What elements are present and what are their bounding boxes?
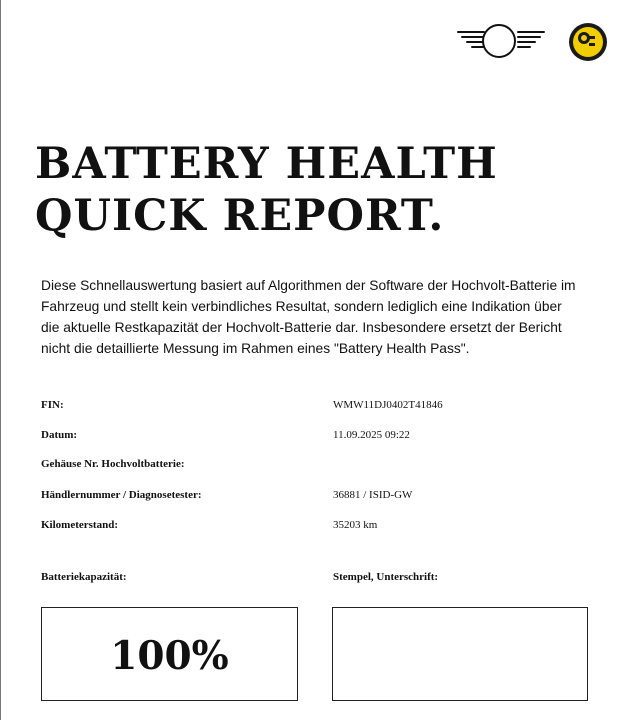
mini-logo bbox=[457, 22, 545, 62]
datum-value: 11.09.2025 09:22 bbox=[333, 429, 410, 441]
dealer-tester-label: Händlernummer / Diagnosetester: bbox=[41, 489, 202, 501]
report-title-line-1: BATTERY HEALTH bbox=[35, 139, 498, 189]
capacity-box bbox=[41, 607, 298, 701]
stamp-signature-box bbox=[332, 607, 588, 701]
report-title bbox=[35, 138, 498, 242]
mini-logo-right-wing bbox=[517, 31, 545, 51]
mini-logo-left-wing bbox=[457, 31, 485, 51]
fin-label: FIN: bbox=[41, 399, 64, 411]
intro-paragraph: Diese Schnellauswertung basiert auf Algorithmen der Software der Hochvolt-Batterie im Fahrzeug und stellt kein verbindliches Resultat, sondern lediglich eine Indikation über die aktuelle Restkapazität der Hochvolt-Batterie dar. Insbesondere ersetzt der Bericht nicht die detaillierte Messung im Rahmen eines "Battery Health Pass". bbox=[41, 278, 576, 356]
capacity-value: 100% bbox=[110, 633, 229, 679]
battery-housing-label: Gehäuse Nr. Hochvoltbatterie: bbox=[41, 458, 185, 470]
mini-logo-badge bbox=[482, 24, 516, 58]
fin-value: WMW11DJ0402T41846 bbox=[333, 399, 443, 411]
mini-electric-plug-icon bbox=[569, 23, 607, 61]
dealer-tester-value: 36881 / ISID-GW bbox=[333, 489, 413, 501]
mileage-label: Kilometerstand: bbox=[41, 519, 118, 531]
mileage-value: 35203 km bbox=[333, 519, 378, 531]
stamp-label: Stempel, Unterschrift: bbox=[333, 571, 439, 583]
capacity-label: Batteriekapazität: bbox=[41, 571, 127, 583]
datum-label: Datum: bbox=[41, 429, 78, 441]
report-title-line-2: QUICK REPORT. bbox=[35, 191, 445, 241]
